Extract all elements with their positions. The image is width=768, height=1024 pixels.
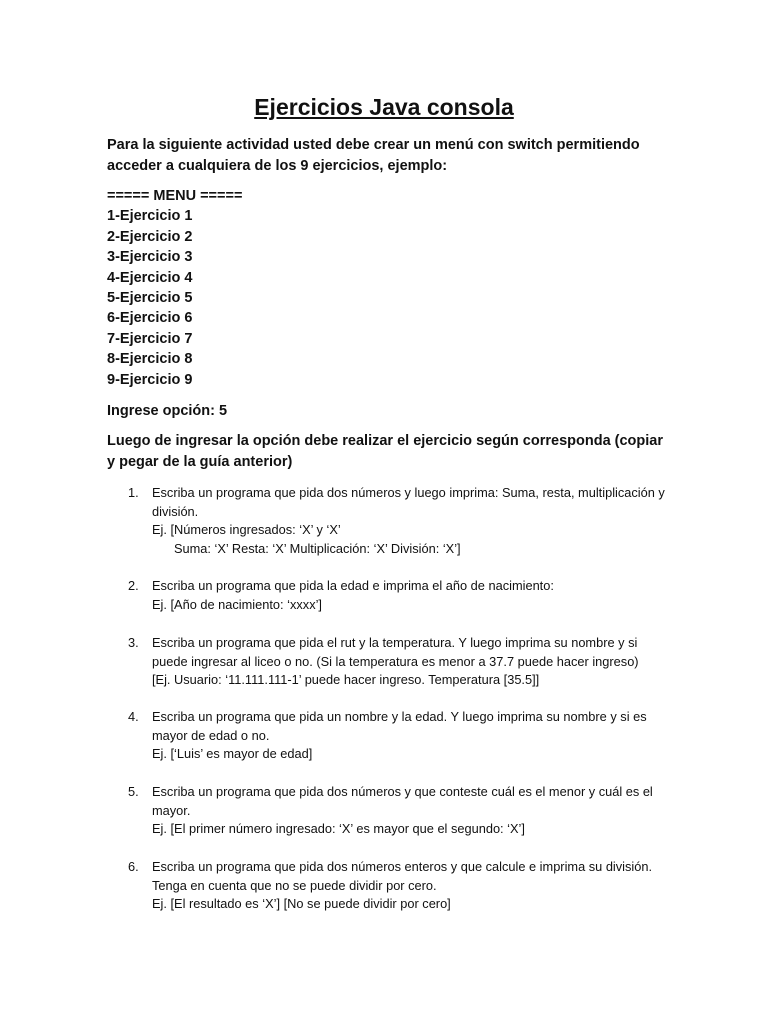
instruction-paragraph: Luego de ingresar la opción debe realizar el ejercicio según corresponda (copiar y pegar de la guía anterior) xyxy=(107,433,663,470)
menu-item: 4-Ejercicio 4 xyxy=(107,269,193,286)
menu-header: ===== MENU ===== xyxy=(107,188,243,204)
menu-item: 2-Ejercicio 2 xyxy=(107,228,193,245)
menu-item: 6-Ejercicio 6 xyxy=(107,310,193,327)
exercise-example: Ej. [‘Luis’ es mayor de edad] xyxy=(152,746,313,762)
menu-item: 8-Ejercicio 8 xyxy=(107,351,193,368)
exercise-text: Escriba un programa que pida dos números y luego imprima: Suma, resta, multiplicación y división. xyxy=(152,485,665,519)
exercise-example: Ej. [Números ingresados: ‘X’ y ‘X’ xyxy=(152,522,341,538)
exercise-number: 3. xyxy=(128,635,139,650)
option-prompt: Ingrese opción: 5 xyxy=(107,403,228,419)
exercise-example-continuation: Suma: ‘X’ Resta: ‘X’ Multiplicación: ‘X’ División: ‘X’] xyxy=(174,540,461,556)
exercise-text: Escriba un programa que pida la edad e imprima el año de nacimiento: xyxy=(152,578,554,593)
exercise-number: 6. xyxy=(128,859,139,874)
menu-item: 5-Ejercicio 5 xyxy=(107,290,193,307)
exercise-text: Escriba un programa que pida el rut y la temperatura. Y luego imprima su nombre y si puede ingresar al liceo o no. (Si la temperatura es menor a 37.7 puede hacer ingreso) xyxy=(152,635,639,669)
intro-paragraph: Para la siguiente actividad usted debe crear un menú con switch permitiendo acceder a cualquiera de los 9 ejercicios, ejemplo: xyxy=(107,137,640,174)
exercise-number: 1. xyxy=(128,485,139,500)
exercise-example: Ej. [El resultado es ‘X’] [No se puede dividir por cero] xyxy=(152,896,451,912)
exercise-number: 4. xyxy=(128,709,139,724)
exercise-text: Escriba un programa que pida dos números enteros y que calcule e imprima su división. Tenga en cuenta que no se puede dividir por cero. xyxy=(152,859,653,893)
document-title: Ejercicios Java consola xyxy=(254,94,514,120)
menu-example xyxy=(107,186,242,390)
exercise-example: Ej. [El primer número ingresado: ‘X’ es mayor que el segundo: ‘X’] xyxy=(152,821,525,837)
exercise-text: Escriba un programa que pida un nombre y la edad. Y luego imprima su nombre y si es mayor de edad o no. xyxy=(152,709,647,743)
menu-item: 9-Ejercicio 9 xyxy=(107,371,193,388)
exercise-number: 2. xyxy=(128,578,139,593)
menu-item: 7-Ejercicio 7 xyxy=(107,330,193,347)
exercise-example: Ej. [Año de nacimiento: ‘xxxx’] xyxy=(152,596,322,612)
menu-item: 1-Ejercicio 1 xyxy=(107,208,193,225)
exercise-number: 5. xyxy=(128,784,139,799)
exercise-text: Escriba un programa que pida dos números y que conteste cuál es el menor y cuál es el mayor. xyxy=(152,784,653,818)
menu-item: 3-Ejercicio 3 xyxy=(107,249,193,266)
exercise-example: [Ej. Usuario: ‘11.111.111-1’ puede hacer ingreso. Temperatura [35.5]] xyxy=(152,672,540,688)
